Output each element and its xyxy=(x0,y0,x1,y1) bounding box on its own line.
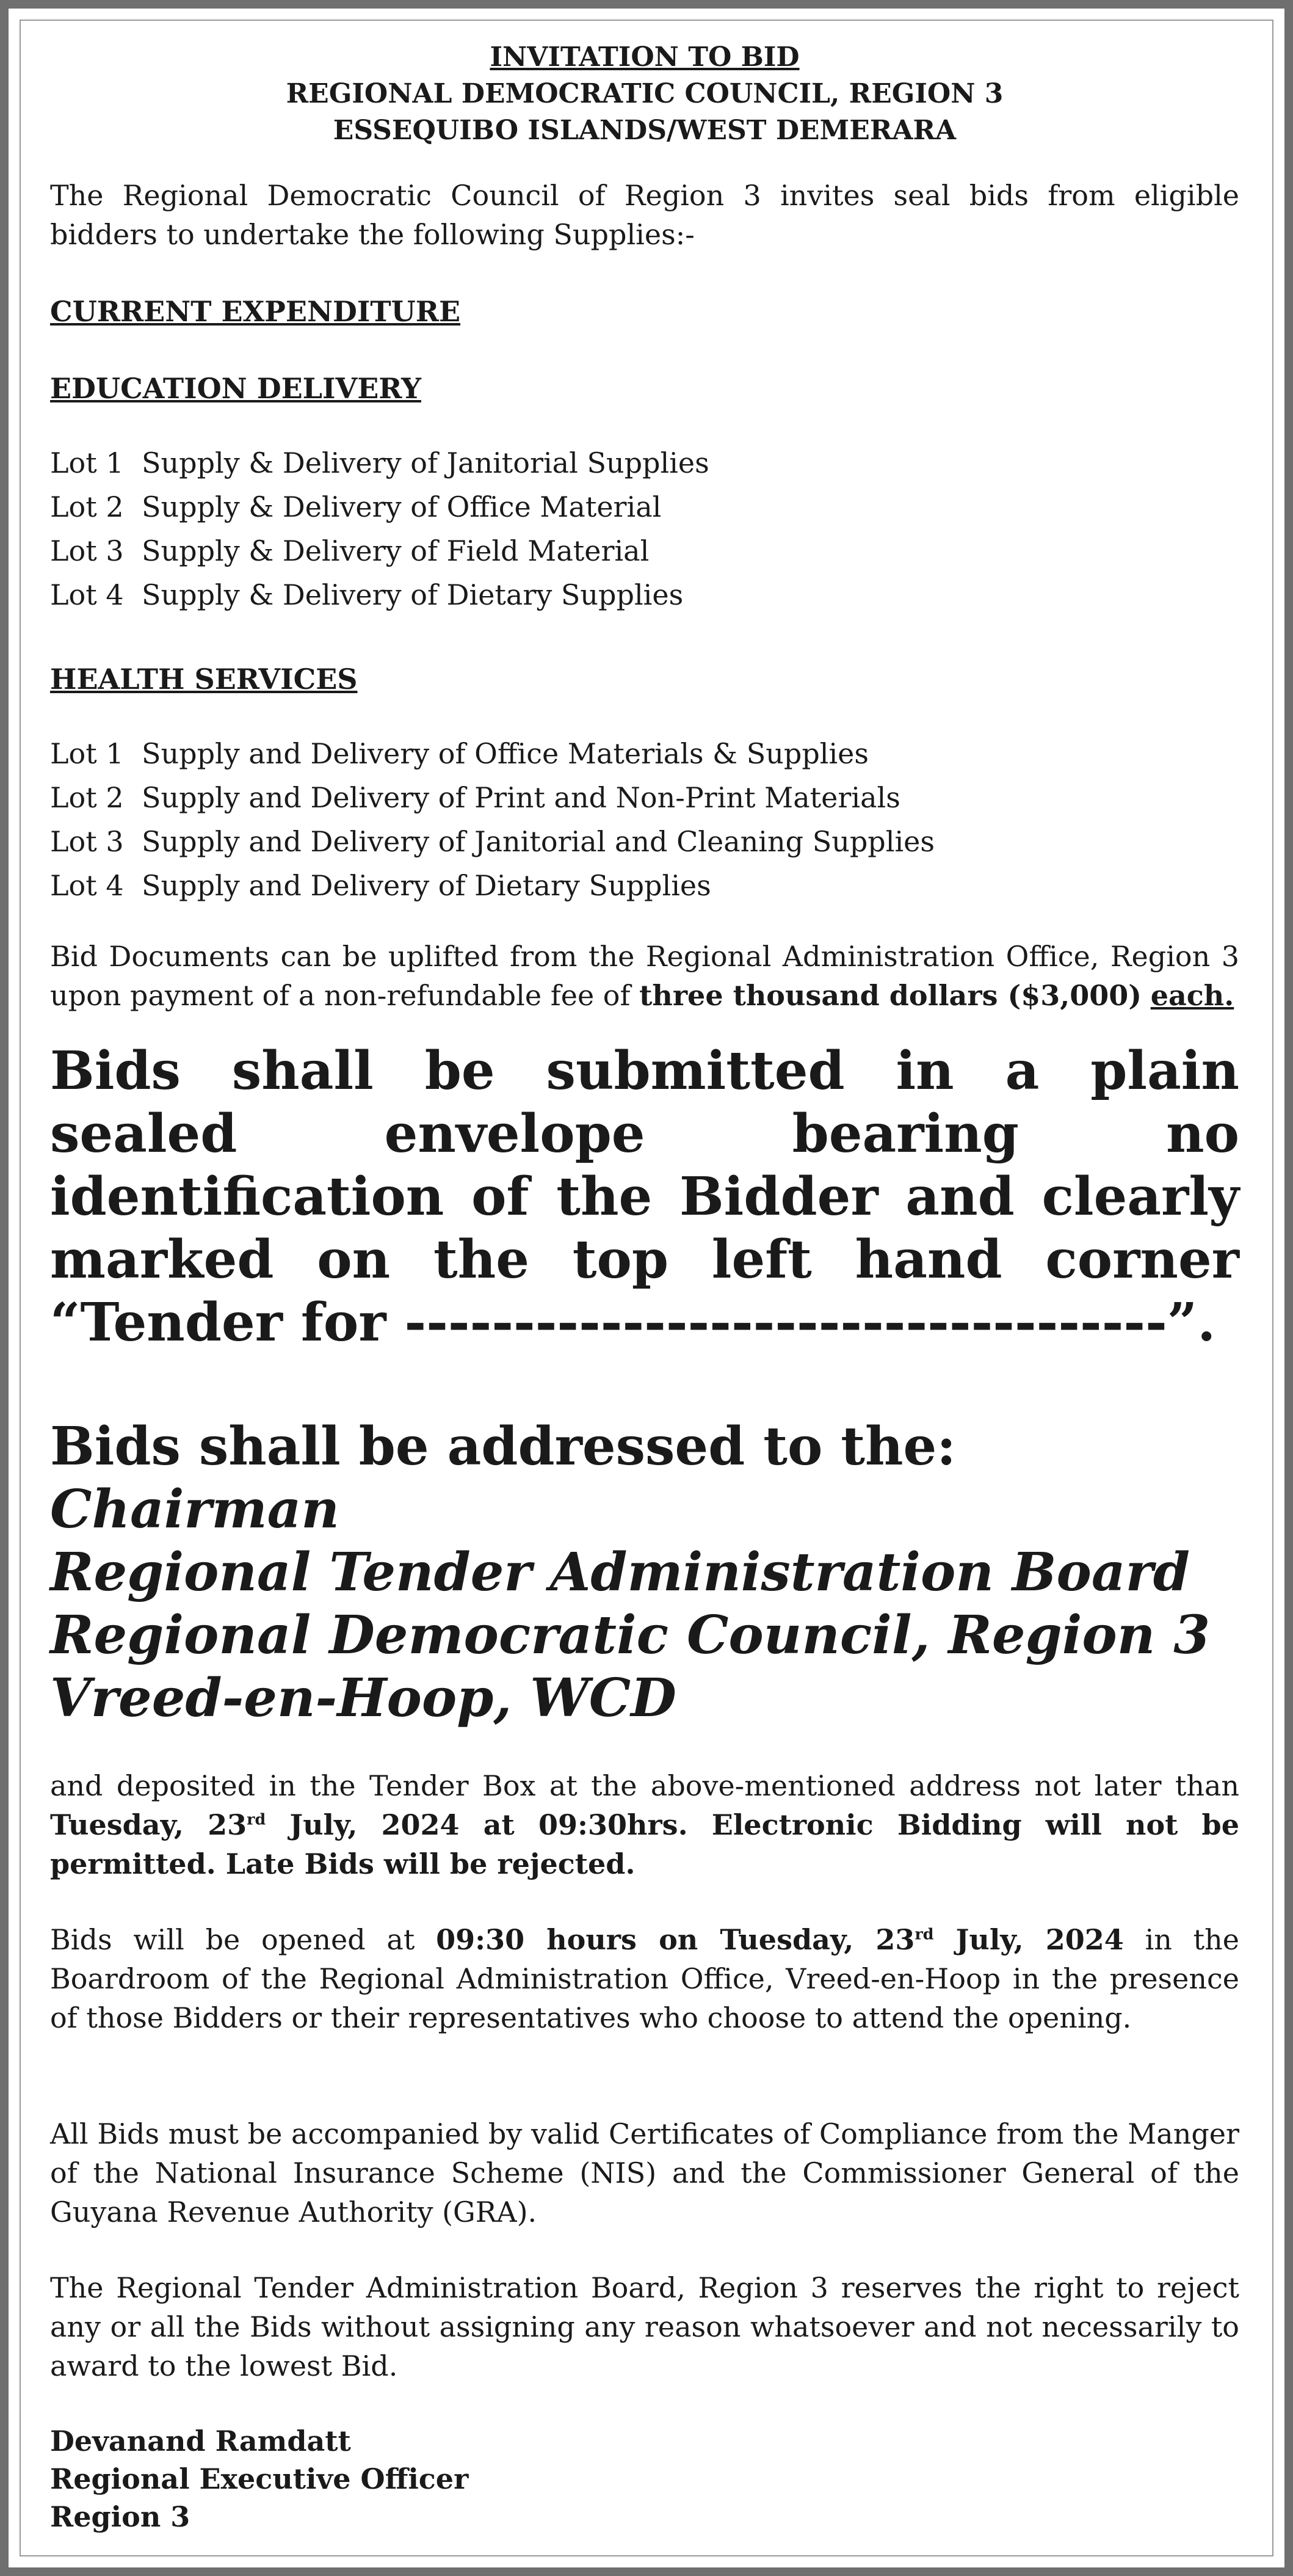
deposit-paragraph xyxy=(50,1766,1239,1883)
health-heading: HEALTH SERVICES xyxy=(50,663,358,696)
rights-paragraph: The Regional Tender Administration Board, Region 3 reserves the right to reject any or all the Bids without assigning any reason whatsoever and not necessarily to award to the lowest Bid. xyxy=(50,2271,1239,2382)
address-line: Chairman xyxy=(50,1479,339,1540)
header-block xyxy=(50,39,1239,149)
lot-description: Supply & Delivery of Office Material xyxy=(142,490,662,523)
list-item xyxy=(50,732,1239,776)
list-item xyxy=(50,441,1239,485)
region-name: ESSEQUIBO ISLANDS/WEST DEMERARA xyxy=(333,115,957,146)
lot-number: Lot 1 xyxy=(50,737,124,770)
address-intro: Bids shall be addressed to the: xyxy=(50,1416,956,1477)
fee-amount: three thousand dollars ($3,000) xyxy=(639,979,1142,1012)
lot-description: Supply & Delivery of Field Material xyxy=(142,534,650,567)
fee-each: each. xyxy=(1150,979,1234,1012)
lot-number: Lot 2 xyxy=(50,490,124,523)
address-block xyxy=(50,1478,1239,1730)
current-expenditure-heading: CURRENT EXPENDITURE xyxy=(50,295,461,328)
lot-description: Supply and Delivery of Office Materials & Supplies xyxy=(142,737,869,770)
document-body xyxy=(50,39,1239,2536)
lot-number: Lot 1 xyxy=(50,446,124,479)
lot-number: Lot 4 xyxy=(50,869,124,902)
list-item xyxy=(50,485,1239,529)
deposit-deadline: Tuesday, 23rd July, 2024 at 09:30hrs. Electronic Bidding will not be permitted. Late Bids will be rejected. xyxy=(50,1808,1239,1880)
lot-number: Lot 3 xyxy=(50,534,124,567)
deposit-text: and deposited in the Tender Box at the above-mentioned address not later than xyxy=(50,1769,1239,1802)
address-line: Regional Democratic Council, Region 3 xyxy=(50,1604,1211,1666)
lot-description: Supply & Delivery of Dietary Supplies xyxy=(142,578,684,611)
list-item xyxy=(50,529,1239,573)
opening-time: 09:30 hours on Tuesday, 23rd July, 2024 xyxy=(436,1923,1124,1956)
signatory-name: Devanand Ramdatt xyxy=(50,2425,351,2458)
list-item xyxy=(50,573,1239,617)
lot-number: Lot 3 xyxy=(50,825,124,858)
list-item xyxy=(50,776,1239,820)
signatory-region: Region 3 xyxy=(50,2500,190,2533)
education-lots xyxy=(50,441,1239,617)
signature-block xyxy=(50,2422,1239,2536)
fee-text: Bid Documents can be uplifted from the Regional Administration Office, Region 3 upon payment of a non-refundable fee of xyxy=(50,940,1239,1012)
lot-description: Supply and Delivery of Dietary Supplies xyxy=(142,869,711,902)
lot-description: Supply and Delivery of Print and Non-Print Materials xyxy=(142,781,900,814)
address-line: Regional Tender Administration Board xyxy=(50,1541,1190,1603)
lot-number: Lot 2 xyxy=(50,781,124,814)
lot-description: Supply and Delivery of Janitorial and Cleaning Supplies xyxy=(142,825,935,858)
council-name: REGIONAL DEMOCRATIC COUNCIL, REGION 3 xyxy=(286,78,1004,109)
opening-paragraph: Bids will be opened at 09:30 hours on Tuesday, 23rd July, 2024 in the Boardroom of the Regional Administration Office, Vreed-en-Hoop in the presence of those Bidders or their representatives who choose to attend the opening. xyxy=(50,1923,1239,2034)
list-item xyxy=(50,864,1239,908)
health-lots xyxy=(50,732,1239,908)
address-line: Vreed-en-Hoop, WCD xyxy=(50,1667,676,1729)
document-title: INVITATION TO BID xyxy=(490,42,800,73)
submission-instructions: Bids shall be submitted in a plain sealed envelope bearing no identification of the Bidder and clearly marked on the top left hand corner “Tender for -----------------------------------”. xyxy=(50,1040,1239,1353)
education-heading: EDUCATION DELIVERY xyxy=(50,372,421,405)
compliance-paragraph: All Bids must be accompanied by valid Certificates of Compliance from the Manger of the National Insurance Scheme (NIS) and the Commissioner General of the Guyana Revenue Authority (GRA). xyxy=(50,2117,1239,2229)
signatory-title: Regional Executive Officer xyxy=(50,2462,469,2495)
intro-paragraph: The Regional Democratic Council of Region 3 invites seal bids from eligible bidders to undertake the following Supplies:- xyxy=(50,179,1239,251)
list-item xyxy=(50,820,1239,864)
lot-number: Lot 4 xyxy=(50,578,124,611)
lot-description: Supply & Delivery of Janitorial Supplies xyxy=(142,446,709,479)
fee-paragraph xyxy=(50,937,1239,1015)
